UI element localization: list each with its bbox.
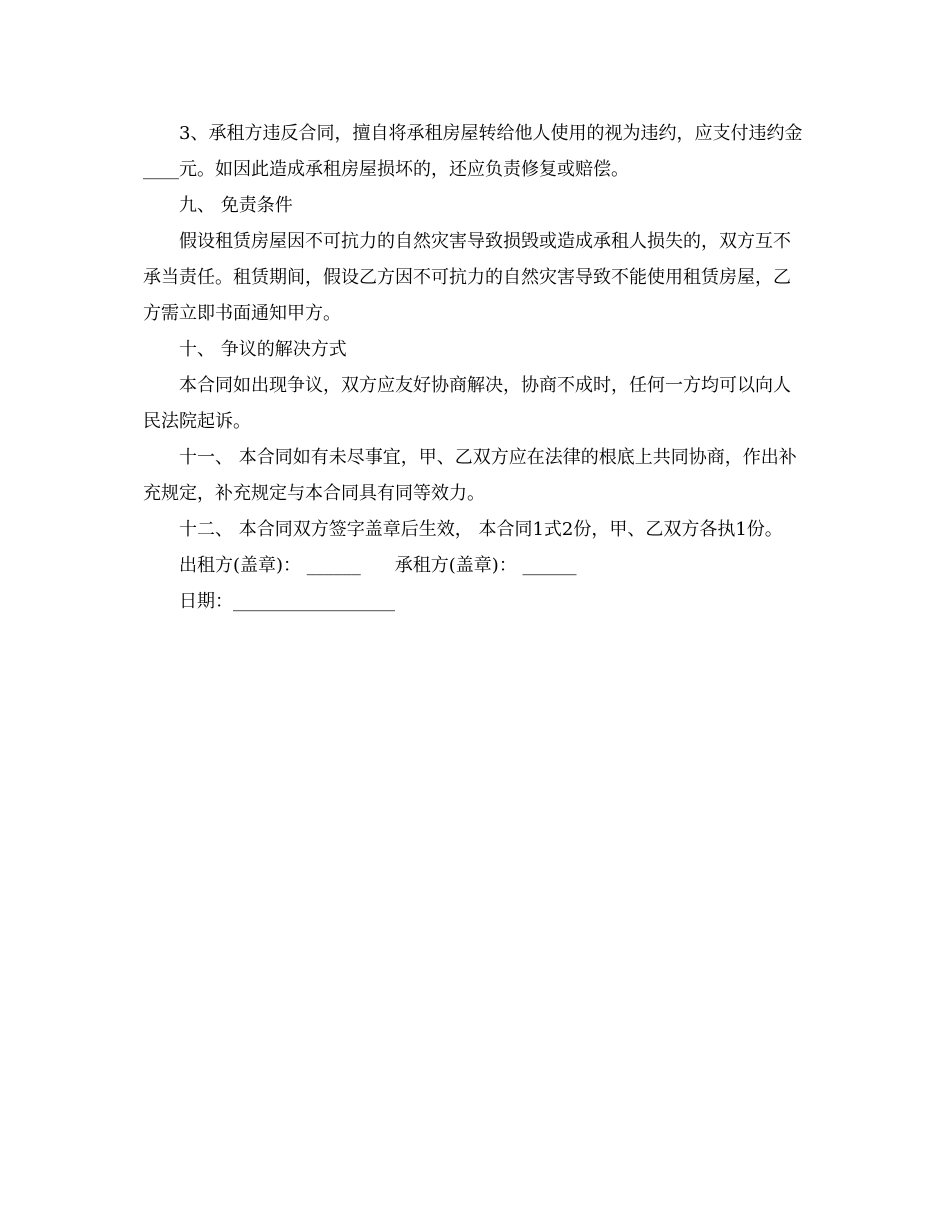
heading-dispute: 十、 争议的解决方式 — [179, 339, 347, 360]
paragraph-effective: 十二、 本合同双方签字盖章后生效， 本合同1式2份，甲、乙双方各执1份。 — [179, 519, 783, 540]
date-row — [143, 584, 808, 620]
lessee-signature: 承租方(盖章)： ______ — [394, 555, 577, 576]
signature-row — [143, 548, 808, 584]
paragraph-dispute: 本合同如出现争议，双方应友好协商解决，协商不成时，任何一方均可以向人民法院起诉。 — [143, 375, 791, 432]
paragraph-supplement: 十一、 本合同如有未尽事宜，甲、乙双方应在法律的根底上共同协商，作出补充规定，补充规定与本合同具有同等效力。 — [143, 447, 797, 504]
lessor-signature: 出租方(盖章)： ______ — [179, 555, 361, 576]
paragraph-breach-clause: 3、承租方违反合同，擅自将承租房屋转给他人使用的视为违约，应支付违约金____元。如因此造成承租房屋损坏的，还应负责修复或赔偿。 — [143, 123, 803, 180]
signature-date: 日期：__________________ — [179, 591, 395, 612]
document-body — [143, 116, 808, 620]
paragraph-exemption: 假设租赁房屋因不可抗力的自然灾害导致损毁或造成承租人损失的，双方互不承当责任。租赁期间，假设乙方因不可抗力的自然灾害导致不能使用租赁房屋，乙方需立即书面通知甲方。 — [143, 231, 791, 324]
heading-exemption: 九、 免责条件 — [179, 195, 293, 216]
